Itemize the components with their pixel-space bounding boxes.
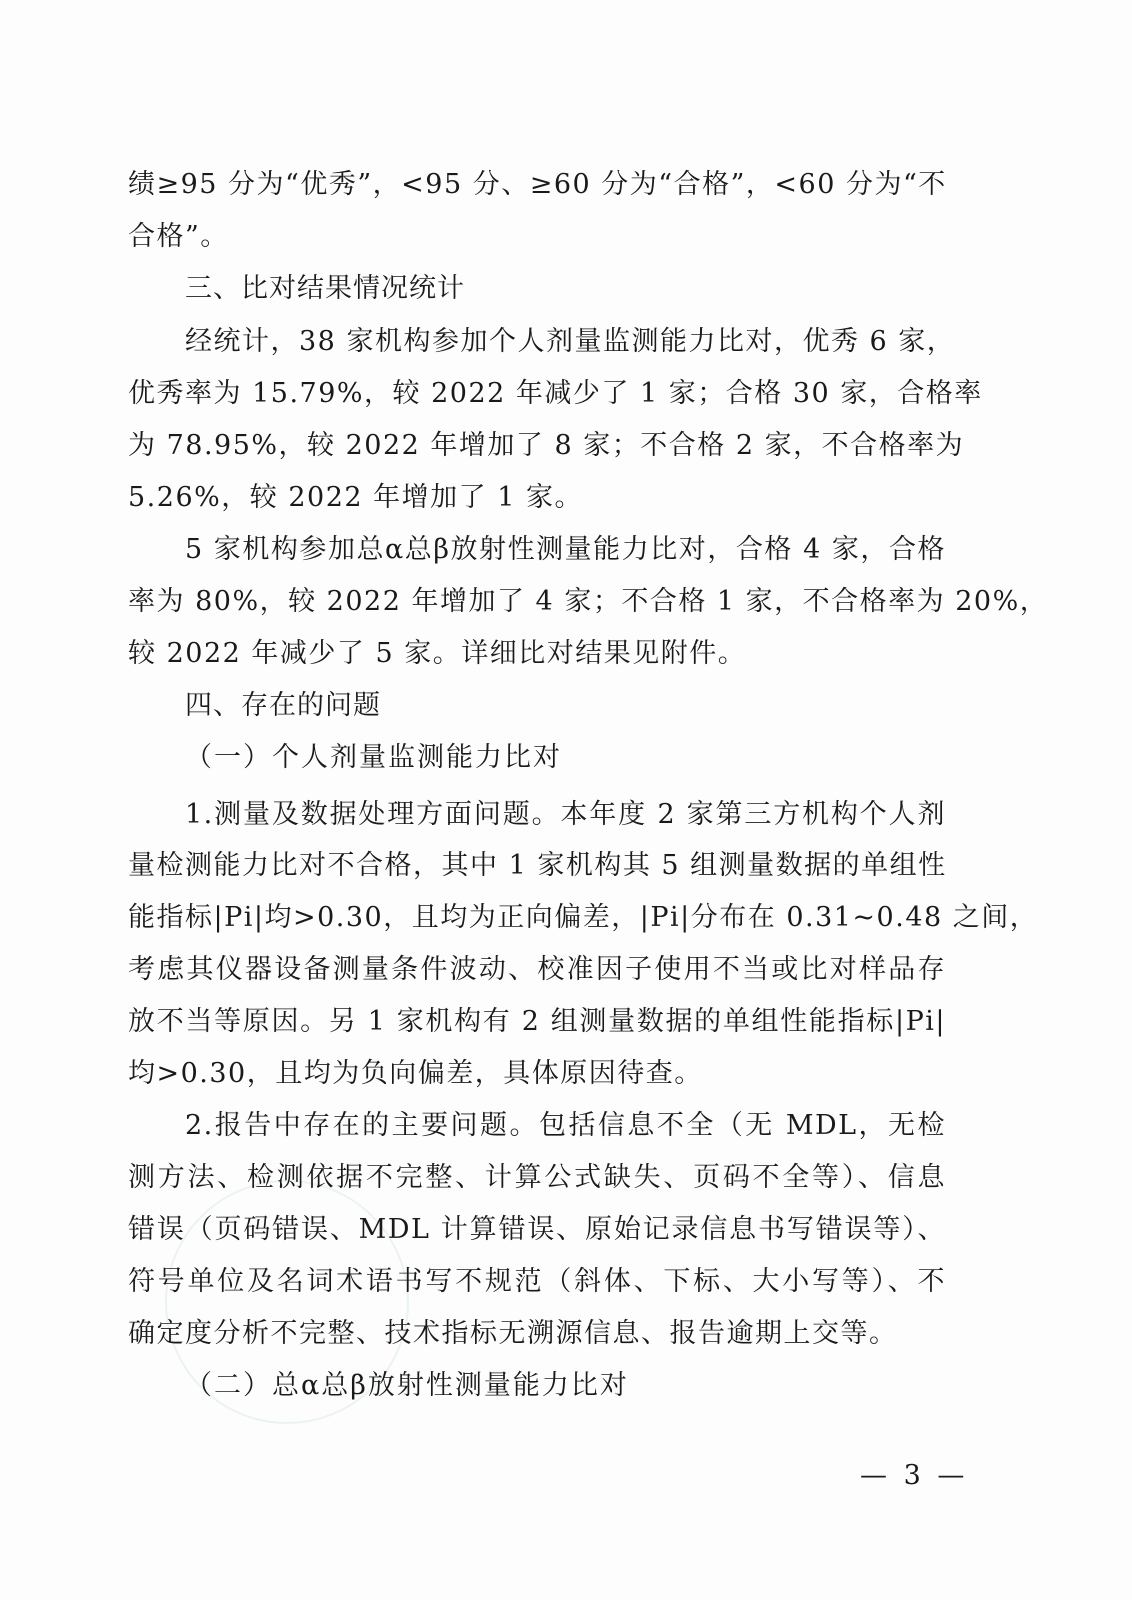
body-text-line: 符号单位及名词术语书写不规范（斜体、下标、大小写等）、不 bbox=[128, 1266, 946, 1297]
body-text-line: 放不当等原因。另 1 家机构有 2 组测量数据的单组性能指标|Pi| bbox=[128, 1006, 946, 1037]
body-text-line: 错误（页码错误、MDL 计算错误、原始记录信息书写错误等）、 bbox=[128, 1214, 946, 1245]
subsection-heading: （二）总α总β放射性测量能力比对 bbox=[185, 1370, 629, 1401]
body-text-line: 1.测量及数据处理方面问题。本年度 2 家第三方机构个人剂 bbox=[185, 799, 946, 830]
body-text-line: 5.26%，较 2022 年增加了 1 家。 bbox=[128, 482, 583, 513]
body-text-line: 量检测能力比对不合格，其中 1 家机构其 5 组测量数据的单组性 bbox=[128, 850, 947, 881]
subsection-heading: （一）个人剂量监测能力比对 bbox=[185, 742, 562, 773]
body-text-line: 考虑其仪器设备测量条件波动、校准因子使用不当或比对样品存 bbox=[128, 954, 946, 985]
body-text-line: 绩≥95 分为“优秀”，<95 分、≥60 分为“合格”，<60 分为“不 bbox=[128, 169, 947, 200]
body-text-line: 测方法、检测依据不完整、计算公式缺失、页码不全等）、信息 bbox=[128, 1162, 946, 1193]
section-heading: 四、存在的问题 bbox=[185, 690, 381, 721]
body-text-line: 均>0.30，且均为负向偏差，具体原因待查。 bbox=[128, 1058, 703, 1089]
body-text-line: 确定度分析不完整、技术指标无溯源信息、报告逾期上交等。 bbox=[128, 1318, 898, 1349]
page-number: — 3 — bbox=[860, 1460, 969, 1491]
section-heading: 三、比对结果情况统计 bbox=[185, 273, 465, 304]
body-text-line: 率为 80%，较 2022 年增加了 4 家；不合格 1 家，不合格率为 20%， bbox=[128, 586, 1049, 617]
body-text-line: 合格”。 bbox=[128, 221, 229, 252]
body-text-line: 5 家机构参加总α总β放射性测量能力比对，合格 4 家，合格 bbox=[185, 534, 946, 565]
body-text-line: 2.报告中存在的主要问题。包括信息不全（无 MDL，无检 bbox=[185, 1110, 946, 1141]
body-text-line: 较 2022 年减少了 5 家。详细比对结果见附件。 bbox=[128, 638, 747, 669]
body-text-line: 优秀率为 15.79%，较 2022 年减少了 1 家；合格 30 家，合格率 bbox=[128, 378, 983, 409]
body-text-line: 能指标|Pi|均>0.30，且均为正向偏差，|Pi|分布在 0.31~0.48 之间， bbox=[128, 902, 1039, 933]
body-text-line: 经统计，38 家机构参加个人剂量监测能力比对，优秀 6 家， bbox=[185, 326, 956, 357]
body-text-line: 为 78.95%，较 2022 年增加了 8 家；不合格 2 家，不合格率为 bbox=[128, 430, 965, 461]
